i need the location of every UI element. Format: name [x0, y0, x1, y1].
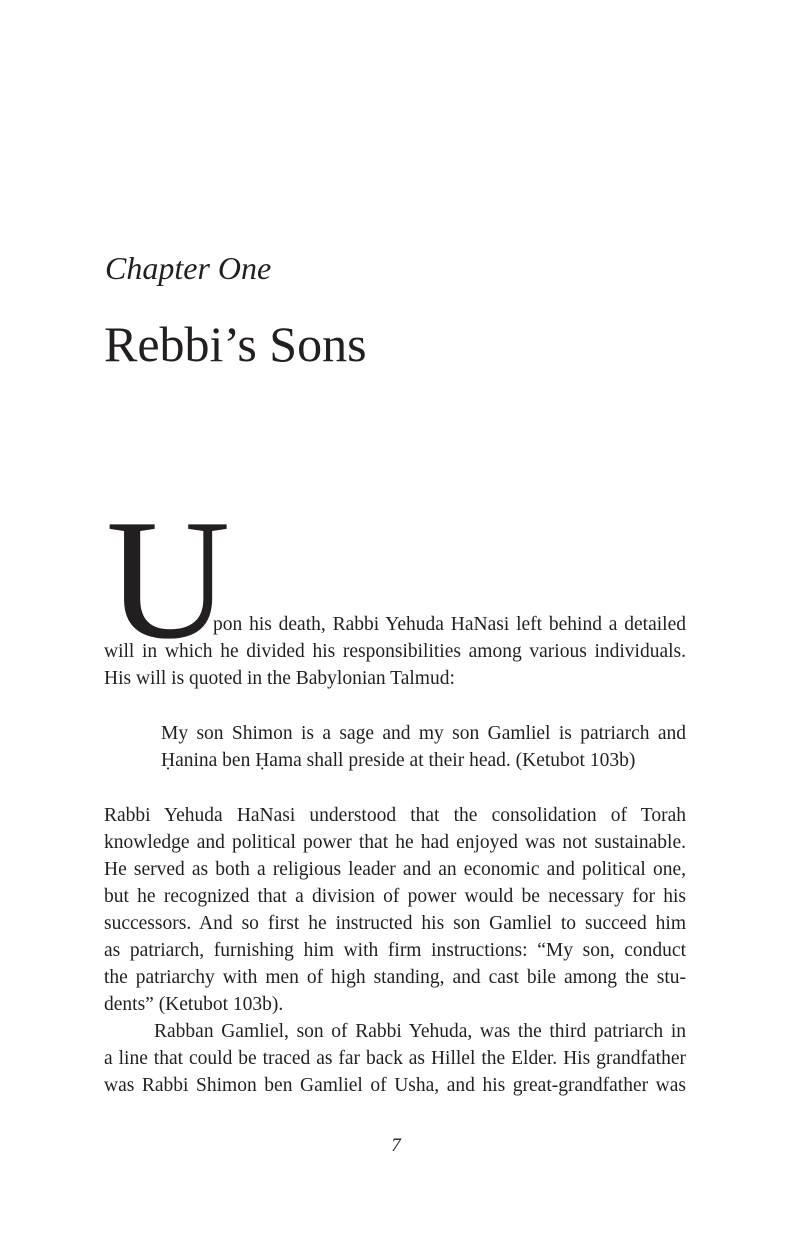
chapter-label: Chapter One: [105, 250, 272, 286]
opening-line: will in which he divided his responsibilities among various individuals.: [104, 641, 686, 662]
paragraph-line: the patriarchy with men of high standing, and cast bile among the stu-: [104, 967, 686, 988]
paragraph-line: as patriarch, furnishing him with firm instructions: “My son, conduct: [104, 940, 686, 961]
paragraph-line: but he recognized that a division of power would be necessary for his: [104, 886, 686, 907]
chapter-title: Rebbi’s Sons: [104, 316, 367, 372]
quote-line: Ḥanina ben Ḥama shall preside at their head. (Ketubot 103b): [161, 750, 636, 771]
opening-line: pon his death, Rabbi Yehuda HaNasi left behind a detailed: [213, 614, 686, 635]
paragraph-line: Rabbi Yehuda HaNasi understood that the consolidation of Torah: [104, 805, 686, 826]
paragraph-line: successors. And so first he instructed his son Gamliel to succeed him: [104, 913, 686, 934]
paragraph-line: dents” (Ketubot 103b).: [104, 994, 284, 1015]
paragraph-line: He served as both a religious leader and an economic and political one,: [104, 859, 686, 880]
drop-cap: U: [106, 485, 231, 675]
opening-line: His will is quoted in the Babylonian Talmud:: [104, 668, 455, 689]
paragraph-line: Rabban Gamliel, son of Rabbi Yehuda, was the third patriarch in: [154, 1021, 686, 1042]
paragraph-line: was Rabbi Shimon ben Gamliel of Usha, and his great-grandfather was: [104, 1075, 686, 1096]
page-number: 7: [391, 1135, 401, 1156]
paragraph-line: knowledge and political power that he had enjoyed was not sustainable.: [104, 832, 686, 853]
quote-line: My son Shimon is a sage and my son Gamliel is patriarch and: [161, 723, 686, 744]
paragraph-line: a line that could be traced as far back as Hillel the Elder. His grandfather: [104, 1048, 686, 1069]
